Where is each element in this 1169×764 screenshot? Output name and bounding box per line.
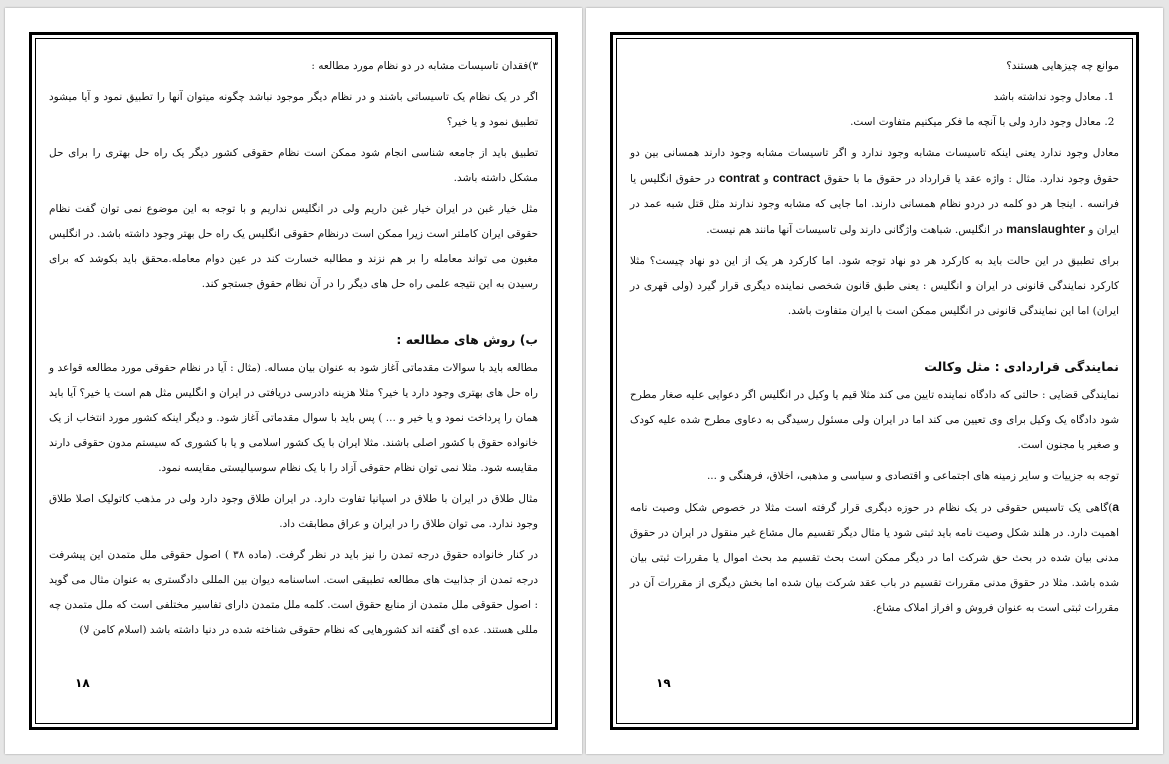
paragraph: اگر در یک نظام یک تاسیساتی باشند و در نظام دیگر موجود نباشد چگونه میتوان آنها را تطبیق نمود و آیا میشود تطبیق نمود و یا خیر؟ — [49, 91, 538, 128]
page-18 — [5, 8, 582, 754]
intro-question: موانع چه چیزهایی هستند؟ — [1006, 60, 1119, 72]
paragraph: نمایندگی قضایی : حالتی که دادگاه نماینده تایین می کند مثلا قیم یا وکیل در انگلیس اگر دعوایی علیه صغار مطرح شود دادگاه یک وکیل برای وی تعیین می کند اما در ایران ولی مسئول رسیدگی به دعاوی مطرح شده علیه کودک و صغیر یا مجنون است. — [630, 389, 1119, 451]
paragraph: مثال طلاق در ایران با طلاق در اسپانیا تفاوت دارد. در ایران طلاق وجود دارد ولی در مذهب کاتولیک اصلا طلاق وجود ندارد. می توان طلاق را در ایران و عراق مطابقت داد. — [49, 493, 538, 530]
term-manslaughter: manslaughter — [1006, 222, 1085, 236]
paragraph: مثل خیار غبن در ایران خیار غبن داریم ولی در انگلیس نداریم و با توجه به این موضوع نمی توان گفت نظام حقوقی ایران کاملتر است زیرا ممکن است درنظام حقوقی انگلیس یک راه حل بهتر وجود داشته باشد. در انگلیس مغبون می تواند معامله را بر هم نزند و مطالبه خسارت کند در عین دوام معامله.محقق باید بکوشد که برای رسیدن به این نتیجه علمی راه حل های دیگر را در آن نظام حقوق جستجو کند. — [49, 203, 538, 290]
page-19-content — [630, 52, 1119, 627]
page-number: ۱۹ — [656, 676, 671, 690]
term-contrat: contrat — [718, 171, 760, 185]
paragraph: تطبیق باید از جامعه شناسی انجام شود ممکن است نظام حقوقی کشور دیگر یک راه حل بهتری را برای حل مشکل داشته باشد. — [49, 147, 538, 184]
paragraph: مطالعه باید با سوالات مقدماتی آغاز شود به عنوان بیان مساله. (مثال : آیا در نظام حقوقی مورد مطالعه قواعد و راه حل های بهتری وجود دارد یا خیر؟ مثلا هزینه دادرسی دریافتی در ایران و انگلیس مثل هم است یا خیر؟ آیا باید همان را پرداخت نمود و یا خیر و ... ) پس باید با سوال مقدماتی آغاز شود. و دیگر اینکه کشور مورد انتخاب از یک خانواده حقوق با کشور اصلی باشند. مثلا ایران با یک کشور اسلامی و یا با کشوری که سیستم مدون حقوقی دارند مقایسه شود. مثلا نمی توان نظام حقوقی آزاد را با یک نظام سوسیالیستی مقایسه نمود. — [49, 362, 538, 474]
list-item: 2. معادل وجود دارد ولی با آنچه ما فکر میکنیم متفاوت است. — [630, 110, 1101, 135]
item-marker: a — [1112, 500, 1119, 514]
list-item: 1. معادل وجود نداشته باشد — [630, 85, 1101, 110]
section-heading-representation: نمایندگی قراردادی : مثل وکالت — [924, 359, 1119, 374]
paragraph: توجه به جزییات و سایر زمینه های اجتماعی و اقتصادی و سیاسی و مذهبی، اخلاق، فرهنگی و ... — [706, 470, 1119, 482]
page-number: ۱۸ — [75, 676, 90, 690]
paragraph: معادل وجود ندارد یعنی اینکه تاسیسات مشابه وجود ندارد و اگر تاسیسات مشابه وجود دارند همسانی بین دو حقوق وجود ندارد. مثال : واژه عقد یا قرارداد در حقوق ما با حقوق contract و contrat در حقوق انگلیس یا فرانسه . اینجا هر دو کلمه در دردو نظام همسانی دارند. اما جایی که مشابه وجود ندارند مثل قتل شبه عمد در ایران و manslaughter در انگلیس. شباهت واژگانی دارند ولی تاسیسات آنها مانند هم نیست. — [630, 147, 1120, 236]
page-18-content — [49, 52, 538, 649]
term-contract: contract — [772, 171, 821, 185]
paragraph: در کنار خانواده حقوق درجه تمدن را نیز باید در نظر گرفت. (ماده ۳۸ ) اصول حقوقی ملل متمدن این پیشرفت درجه تمدن از جذابیت های مطالعه تطبیقی است. اساسنامه دیوان بین المللی دادگستری به عنوان مثال می گوید : اصول حقوقی ملل متمدن از منابع حقوق است. کلمه ملل متمدن دارای تفاسیر مختلفی است که ملل متمدن چه مللی هستند. عده ای گفته اند کشورهایی که نظام حقوقی شناخته شده در دنیا داشته باشد (اسلام کامن لا) — [49, 549, 539, 636]
paragraph: برای تطبیق در این حالت باید به کارکرد هر دو نهاد توجه شود. اما کارکرد هر یک از این دو نهاد چیست؟ مثلا کارکرد نمایندگی قانونی در ایران و انگلیس : یعنی طبق قانون شخصی نماینده دیگری قرار گیرد (ولی قهری در ایران) اما این نمایندگی قانونی در انگلیس ممکن است با ایران متفاوت باشد. — [630, 255, 1119, 317]
section-heading-methods: ب) روش های مطالعه : — [396, 332, 538, 347]
obstacles-list — [630, 85, 1101, 135]
paragraph: a)گاهی یک تاسیس حقوقی در یک نظام در حوزه دیگری قرار گرفته است مثلا در خصوص شکل وصیت نامه اهمیت دارد. در هلند شکل وصیت نامه باید ثبتی شود یا مثال دیگر تقسیم مال مشاع غیر منقول در ایران در حقوق مدنی بیان شده در بحث حق شرکت اما در دیگر ممکن است بحث تقسیم مد بحث اموال یا مقررات ثبتی بیان شده باشد. مثلا در حقوق مدنی مقررات تقسیم در باب عقد شرکت بیان شده اما بخش دیگری از مقررات آن در مقررات ثبتی است به عنوان فروش و افراز املاک مشاع. — [630, 500, 1119, 614]
page-19 — [586, 8, 1163, 754]
section-heading-3: ۳)فقدان تاسیسات مشابه در دو نظام مورد مطالعه : — [311, 60, 538, 72]
